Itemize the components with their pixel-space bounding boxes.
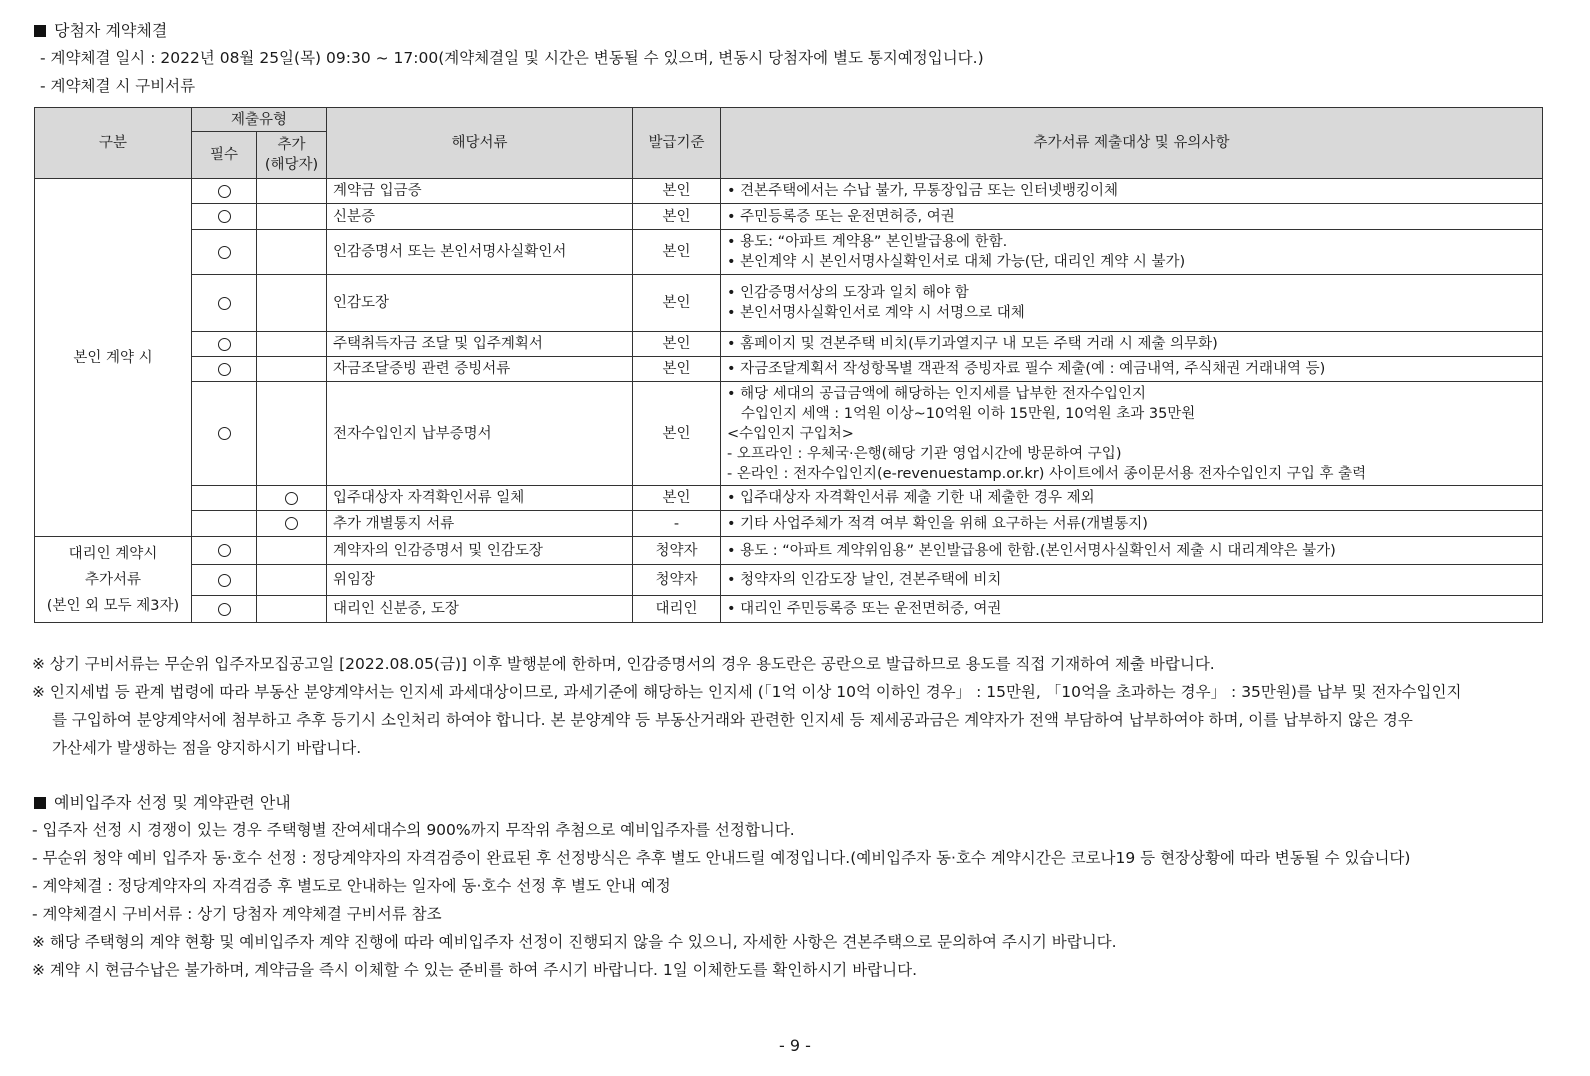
- additional-mark: [257, 537, 327, 565]
- required-mark: [192, 332, 257, 357]
- notes: • 대리인 주민등록증 또는 운전면허증, 여권: [721, 596, 1543, 623]
- document-name: 계약금 입금증: [327, 179, 633, 204]
- required-mark: [192, 596, 257, 623]
- circle-mark-icon: [218, 427, 231, 440]
- additional-mark: [257, 204, 327, 230]
- circle-mark-icon: [218, 574, 231, 587]
- circle-mark-icon: [218, 185, 231, 198]
- section2-line: ※ 계약 시 현금수납은 불가하며, 계약금을 즉시 이체할 수 있는 준비를 하여 주시기 바랍니다. 1일 이체한도를 확인하시기 바랍니다.: [32, 961, 918, 979]
- group-proxy-contract: 대리인 계약시 추가서류 (본인 외 모두 제3자): [35, 537, 192, 623]
- required-mark: [192, 565, 257, 596]
- group-self-contract: 본인 계약 시: [35, 179, 192, 537]
- notes: • 자금조달계획서 작성항목별 객관적 증빙자료 필수 제출(예 : 예금내역, 주식채권 거래내역 등): [721, 357, 1543, 382]
- additional-mark: [257, 357, 327, 382]
- document-name: 입주대상자 자격확인서류 일체: [327, 486, 633, 511]
- table-row: [35, 275, 1543, 332]
- header-required: 필수: [192, 132, 257, 179]
- issuer: 본인: [633, 179, 721, 204]
- required-mark: [192, 275, 257, 332]
- document-name: 대리인 신분증, 도장: [327, 596, 633, 623]
- section2-title-line: [34, 792, 291, 814]
- circle-mark-icon: [218, 603, 231, 616]
- issuer: 본인: [633, 382, 721, 486]
- additional-mark: [257, 596, 327, 623]
- table-row: [35, 596, 1543, 623]
- additional-mark: [257, 486, 327, 511]
- additional-mark: [257, 332, 327, 357]
- issuer: 본인: [633, 486, 721, 511]
- required-mark: [192, 382, 257, 486]
- square-bullet-icon: [34, 25, 46, 37]
- circle-mark-icon: [218, 363, 231, 376]
- page-number: - 9 -: [779, 1036, 811, 1055]
- document-name: 전자수입인지 납부증명서: [327, 382, 633, 486]
- notes: • 해당 세대의 공급금액에 해당하는 인지세를 납부한 전자수입인지 수입인지 세액 : 1억원 이상~10억원 이하 15만원, 10억원 초과 35만원 <수입인지 구입처> - 오프라인 : 우체국·은행(해당 기관 영업시간에 방문하여 구입) - 온라인 : 전자수입인지(e-revenuestamp.or.kr) 사이트에서 종이문서용 전자수입인지 구입 후 출력: [721, 382, 1543, 486]
- section1-title-line: [34, 20, 167, 42]
- issuer: 청약자: [633, 565, 721, 596]
- notes: • 홈페이지 및 견본주택 비치(투기과열지구 내 모든 주택 거래 시 제출 의무화): [721, 332, 1543, 357]
- document-name: 계약자의 인감증명서 및 인감도장: [327, 537, 633, 565]
- section2-title: 예비입주자 선정 및 계약관련 안내: [54, 793, 291, 812]
- document-name: 위임장: [327, 565, 633, 596]
- header-submit-type: 제출유형: [192, 108, 327, 132]
- square-bullet-icon: [34, 797, 46, 809]
- table-row: [35, 382, 1543, 486]
- issuer: -: [633, 511, 721, 537]
- document-name: 인감증명서 또는 본인서명사실확인서: [327, 230, 633, 275]
- required-mark: [192, 486, 257, 511]
- additional-mark: [257, 565, 327, 596]
- notes: • 용도 : “아파트 계약위임용” 본인발급용에 한함.(본인서명사실확인서 제출 시 대리계약은 불가): [721, 537, 1543, 565]
- circle-mark-icon: [285, 492, 298, 505]
- table-row: [35, 565, 1543, 596]
- remarks-block: [32, 650, 1552, 762]
- document-name: 자금조달증빙 관련 증빙서류: [327, 357, 633, 382]
- required-mark: [192, 537, 257, 565]
- required-mark: [192, 179, 257, 204]
- additional-mark: [257, 230, 327, 275]
- table-row: [35, 537, 1543, 565]
- table-row: [35, 204, 1543, 230]
- additional-mark: [257, 275, 327, 332]
- notes: • 견본주택에서는 수납 불가, 무통장입금 또는 인터넷뱅킹이체: [721, 179, 1543, 204]
- contract-datetime-line: - 계약체결 일시 : 2022년 08월 25일(목) 09:30 ~ 17:00(계약체결일 및 시간은 변동될 수 있으며, 변동시 당첨자에 별도 통지예정입니다.): [40, 49, 984, 67]
- remark-line: 를 구입하여 분양계약서에 첨부하고 추후 등기시 소인처리 하여야 합니다. 본 분양계약 등 부동산거래와 관련한 인지세 등 제세공과금은 계약자가 전액 부담하여 납부하여야 하며, 이를 납부하지 않은 경우: [52, 711, 1413, 729]
- required-mark: [192, 511, 257, 537]
- notes: • 용도: “아파트 계약용” 본인발급용에 한함. • 본인계약 시 본인서명사실확인서로 대체 가능(단, 대리인 계약 시 불가): [721, 230, 1543, 275]
- header-notes: 추가서류 제출대상 및 유의사항: [721, 108, 1543, 179]
- section1-title: 당첨자 계약체결: [54, 21, 168, 40]
- table-row: [35, 179, 1543, 204]
- circle-mark-icon: [218, 297, 231, 310]
- section2-body: [32, 816, 1562, 984]
- additional-mark: [257, 179, 327, 204]
- issuer: 대리인: [633, 596, 721, 623]
- issuer: 본인: [633, 204, 721, 230]
- required-mark: [192, 230, 257, 275]
- table-row: [35, 511, 1543, 537]
- required-documents-table: [34, 107, 1543, 623]
- circle-mark-icon: [218, 210, 231, 223]
- issuer: 본인: [633, 275, 721, 332]
- circle-mark-icon: [285, 517, 298, 530]
- remark-line: 가산세가 발생하는 점을 양지하시기 바랍니다.: [52, 739, 362, 757]
- remark-line: ※ 인지세법 등 관계 법령에 따라 부동산 분양계약서는 인지세 과세대상이므로, 과세기준에 해당하는 인지세 (「1억 이상 10억 이하인 경우」 : 15만원, 「10억을 초과하는 경우」 : 35만원)를 납부 및 전자수입인지: [32, 683, 1462, 701]
- notes: • 주민등록증 또는 운전면허증, 여권: [721, 204, 1543, 230]
- section2-line: ※ 해당 주택형의 계약 현황 및 예비입주자 계약 진행에 따라 예비입주자 선정이 진행되지 않을 수 있으니, 자세한 사항은 견본주택으로 문의하여 주시기 바랍니다.: [32, 933, 1117, 951]
- documents-required-line: - 계약체결 시 구비서류: [40, 77, 196, 95]
- issuer: 청약자: [633, 537, 721, 565]
- notes: • 기타 사업주체가 적격 여부 확인을 위해 요구하는 서류(개별통지): [721, 511, 1543, 537]
- table-row: [35, 486, 1543, 511]
- header-additional: 추가 (해당자): [257, 132, 327, 179]
- header-category: 구분: [35, 108, 192, 179]
- issuer: 본인: [633, 332, 721, 357]
- circle-mark-icon: [218, 338, 231, 351]
- table-row: [35, 230, 1543, 275]
- document-name: 추가 개별통지 서류: [327, 511, 633, 537]
- header-document: 해당서류: [327, 108, 633, 179]
- table-row: [35, 332, 1543, 357]
- section2-line: - 계약체결 : 정당계약자의 자격검증 후 별도로 안내하는 일자에 동·호수 선정 후 별도 안내 예정: [32, 877, 671, 895]
- section2-line: - 계약체결시 구비서류 : 상기 당첨자 계약체결 구비서류 참조: [32, 905, 442, 923]
- required-mark: [192, 357, 257, 382]
- header-issuer: 발급기준: [633, 108, 721, 179]
- section2-line: - 무순위 청약 예비 입주자 동·호수 선정 : 정당계약자의 자격검증이 완료된 후 선정방식은 추후 별도 안내드릴 예정입니다.(예비입주자 동·호수 계약시간은 코로나19 등 현장상황에 따라 변동될 수 있습니다): [32, 849, 1411, 867]
- additional-mark: [257, 382, 327, 486]
- required-mark: [192, 204, 257, 230]
- notes: • 입주대상자 자격확인서류 제출 기한 내 제출한 경우 제외: [721, 486, 1543, 511]
- document-name: 주택취득자금 조달 및 입주계획서: [327, 332, 633, 357]
- circle-mark-icon: [218, 544, 231, 557]
- notes: • 인감증명서상의 도장과 일치 해야 함 • 본인서명사실확인서로 계약 시 서명으로 대체: [721, 275, 1543, 332]
- section2-line: - 입주자 선정 시 경쟁이 있는 경우 주택형별 잔여세대수의 900%까지 무작위 추첨으로 예비입주자를 선정합니다.: [32, 821, 795, 839]
- remark-line: ※ 상기 구비서류는 무순위 입주자모집공고일 [2022.08.05(금)] 이후 발행분에 한하며, 인감증명서의 경우 용도란은 공란으로 발급하므로 용도를 직접 기재하여 제출 바랍니다.: [32, 655, 1215, 673]
- issuer: 본인: [633, 357, 721, 382]
- document-name: 신분증: [327, 204, 633, 230]
- table-row: [35, 357, 1543, 382]
- document-name: 인감도장: [327, 275, 633, 332]
- additional-mark: [257, 511, 327, 537]
- issuer: 본인: [633, 230, 721, 275]
- notes: • 청약자의 인감도장 날인, 견본주택에 비치: [721, 565, 1543, 596]
- circle-mark-icon: [218, 246, 231, 259]
